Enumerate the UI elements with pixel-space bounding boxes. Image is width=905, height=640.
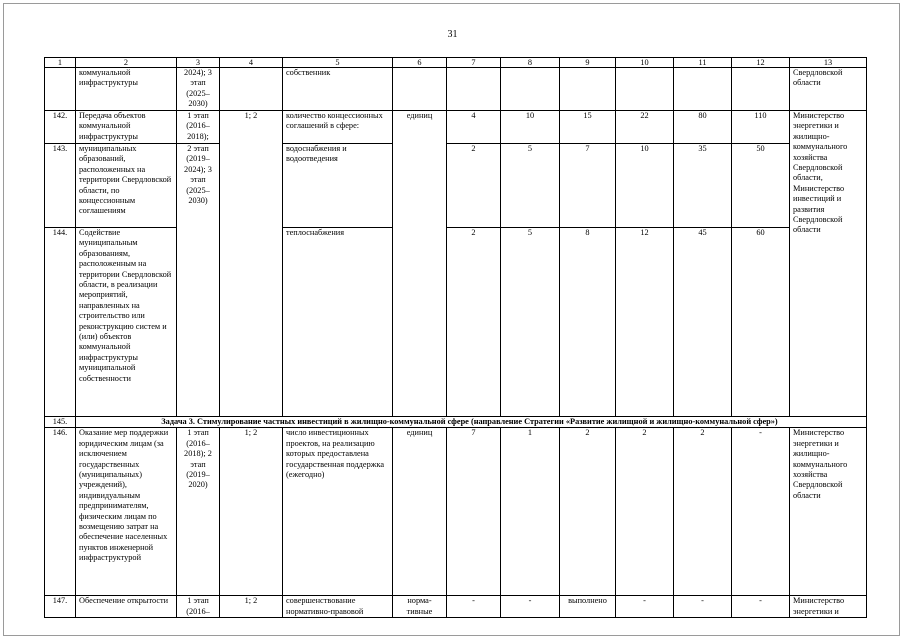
value-cell: 7 xyxy=(447,428,501,596)
period-cell: 2024); 3 этап (2025–2030) xyxy=(177,68,220,111)
value-cell: - xyxy=(501,596,560,618)
value-cell xyxy=(674,68,732,111)
period-cell: 1 этап (2016– xyxy=(177,596,220,618)
value-cell xyxy=(616,68,674,111)
period-cell: 1 этап (2016–2018); xyxy=(177,111,220,144)
value-cell: - xyxy=(447,596,501,618)
value-cell xyxy=(560,68,616,111)
goal-ref-cell xyxy=(220,68,283,111)
goal-ref-cell: 1; 2 xyxy=(220,428,283,596)
value-cell: 2 xyxy=(616,428,674,596)
measure-name-cell: Оказание мер поддержки юридическим лицам (за исключением государственных (муниципальных) учреждений), индивидуальным предпринимателям, физическим лицам по возмещению затрат на обеспечение населенных пунктов инженерной инфраструктурой xyxy=(76,428,177,596)
column-header: 1 xyxy=(45,58,76,68)
value-cell: 22 xyxy=(616,111,674,144)
value-cell xyxy=(447,68,501,111)
period-cell: 2 этап (2019–2024); 3 этап (2025–2030) xyxy=(177,144,220,417)
indicator-cell: водоснабжения и водоотведения xyxy=(283,144,393,228)
value-cell: 5 xyxy=(501,228,560,417)
value-cell: 35 xyxy=(674,144,732,228)
value-cell: - xyxy=(616,596,674,618)
unit-cell: норма-тивные xyxy=(393,596,447,618)
task-heading-cell: Задача 3. Стимулирование частных инвестиций в жилищно-коммунальной сфере (направление Стратегии «Развитие жилищной и жилищно-коммунальной сфер») xyxy=(76,417,867,428)
goal-ref-cell: 1; 2 xyxy=(220,596,283,618)
row-number-cell: 147. xyxy=(45,596,76,618)
responsible-cell: Свердловской области xyxy=(790,68,867,111)
value-cell: 10 xyxy=(616,144,674,228)
table-row xyxy=(45,417,867,428)
value-cell: 110 xyxy=(732,111,790,144)
value-cell: 2 xyxy=(447,144,501,228)
indicator-cell: совершенствование нормативно-правовой xyxy=(283,596,393,618)
column-header: 8 xyxy=(501,58,560,68)
value-cell xyxy=(501,68,560,111)
value-cell: 15 xyxy=(560,111,616,144)
value-cell: 2 xyxy=(447,228,501,417)
unit-cell: единиц xyxy=(393,428,447,596)
row-number-cell: 145. xyxy=(45,417,76,428)
value-cell: 80 xyxy=(674,111,732,144)
value-cell: 12 xyxy=(616,228,674,417)
table-header-row xyxy=(45,58,867,68)
measure-name-cell: Передача объектов коммунальной инфраструктуры xyxy=(76,111,177,144)
table-row xyxy=(45,228,867,417)
table-row xyxy=(45,144,867,228)
measure-name-cell: муниципальных образований, расположенных на территории Свердловской области, по концессионным соглашениям xyxy=(76,144,177,228)
column-header: 11 xyxy=(674,58,732,68)
value-cell: 45 xyxy=(674,228,732,417)
row-number-cell: 143. xyxy=(45,144,76,228)
measure-name-cell: Содействие муниципальным образованиям, расположенным на территории Свердловской области, в реализации мероприятий, направленных на строительство или реконструкцию систем и (или) объектов коммунальной инфраструктуры муниципальной собственности xyxy=(76,228,177,417)
measure-name-cell: коммунальной инфраструктуры xyxy=(76,68,177,111)
value-cell: 7 xyxy=(560,144,616,228)
row-number-cell: 144. xyxy=(45,228,76,417)
period-cell: 1 этап (2016–2018); 2 этап (2019–2020) xyxy=(177,428,220,596)
indicator-cell: собственник xyxy=(283,68,393,111)
page-number: 31 xyxy=(447,29,458,40)
value-cell: 5 xyxy=(501,144,560,228)
row-number-cell: 142. xyxy=(45,111,76,144)
table-row xyxy=(45,596,867,618)
table-row xyxy=(45,68,867,111)
column-header: 10 xyxy=(616,58,674,68)
column-header: 6 xyxy=(393,58,447,68)
value-cell: 1 xyxy=(501,428,560,596)
unit-cell xyxy=(393,68,447,111)
column-header: 3 xyxy=(177,58,220,68)
column-header: 13 xyxy=(790,58,867,68)
value-cell: выполнено xyxy=(560,596,616,618)
column-header: 12 xyxy=(732,58,790,68)
value-cell: - xyxy=(732,428,790,596)
value-cell: 8 xyxy=(560,228,616,417)
value-cell xyxy=(732,68,790,111)
value-cell: 2 xyxy=(560,428,616,596)
indicator-cell: число инвестиционных проектов, на реализацию которых предоставлена государственная поддержка (ежегодно) xyxy=(283,428,393,596)
value-cell: 10 xyxy=(501,111,560,144)
responsible-cell: Министерство энергетики и жилищно-коммунального хозяйства Свердловской области, Министерство инвестиций и развития Свердловской области xyxy=(790,111,867,417)
value-cell: 50 xyxy=(732,144,790,228)
unit-cell: единиц xyxy=(393,111,447,417)
row-number-cell: 146. xyxy=(45,428,76,596)
measure-name-cell: Обеспечение открытости xyxy=(76,596,177,618)
column-header: 7 xyxy=(447,58,501,68)
value-cell: 2 xyxy=(674,428,732,596)
table-row xyxy=(45,111,867,144)
value-cell: 60 xyxy=(732,228,790,417)
column-header: 2 xyxy=(76,58,177,68)
responsible-cell: Министерство энергетики и xyxy=(790,596,867,618)
value-cell: 4 xyxy=(447,111,501,144)
indicator-cell: теплоснабжения xyxy=(283,228,393,417)
goal-ref-cell: 1; 2 xyxy=(220,111,283,417)
value-cell: - xyxy=(732,596,790,618)
indicator-cell: количество концессионных соглашений в сфере: xyxy=(283,111,393,144)
column-header: 9 xyxy=(560,58,616,68)
column-header: 4 xyxy=(220,58,283,68)
indicators-table xyxy=(44,57,867,618)
row-number-cell xyxy=(45,68,76,111)
responsible-cell: Министерство энергетики и жилищно-коммунального хозяйства Свердловской области xyxy=(790,428,867,596)
table-row xyxy=(45,428,867,596)
value-cell: - xyxy=(674,596,732,618)
column-header: 5 xyxy=(283,58,393,68)
